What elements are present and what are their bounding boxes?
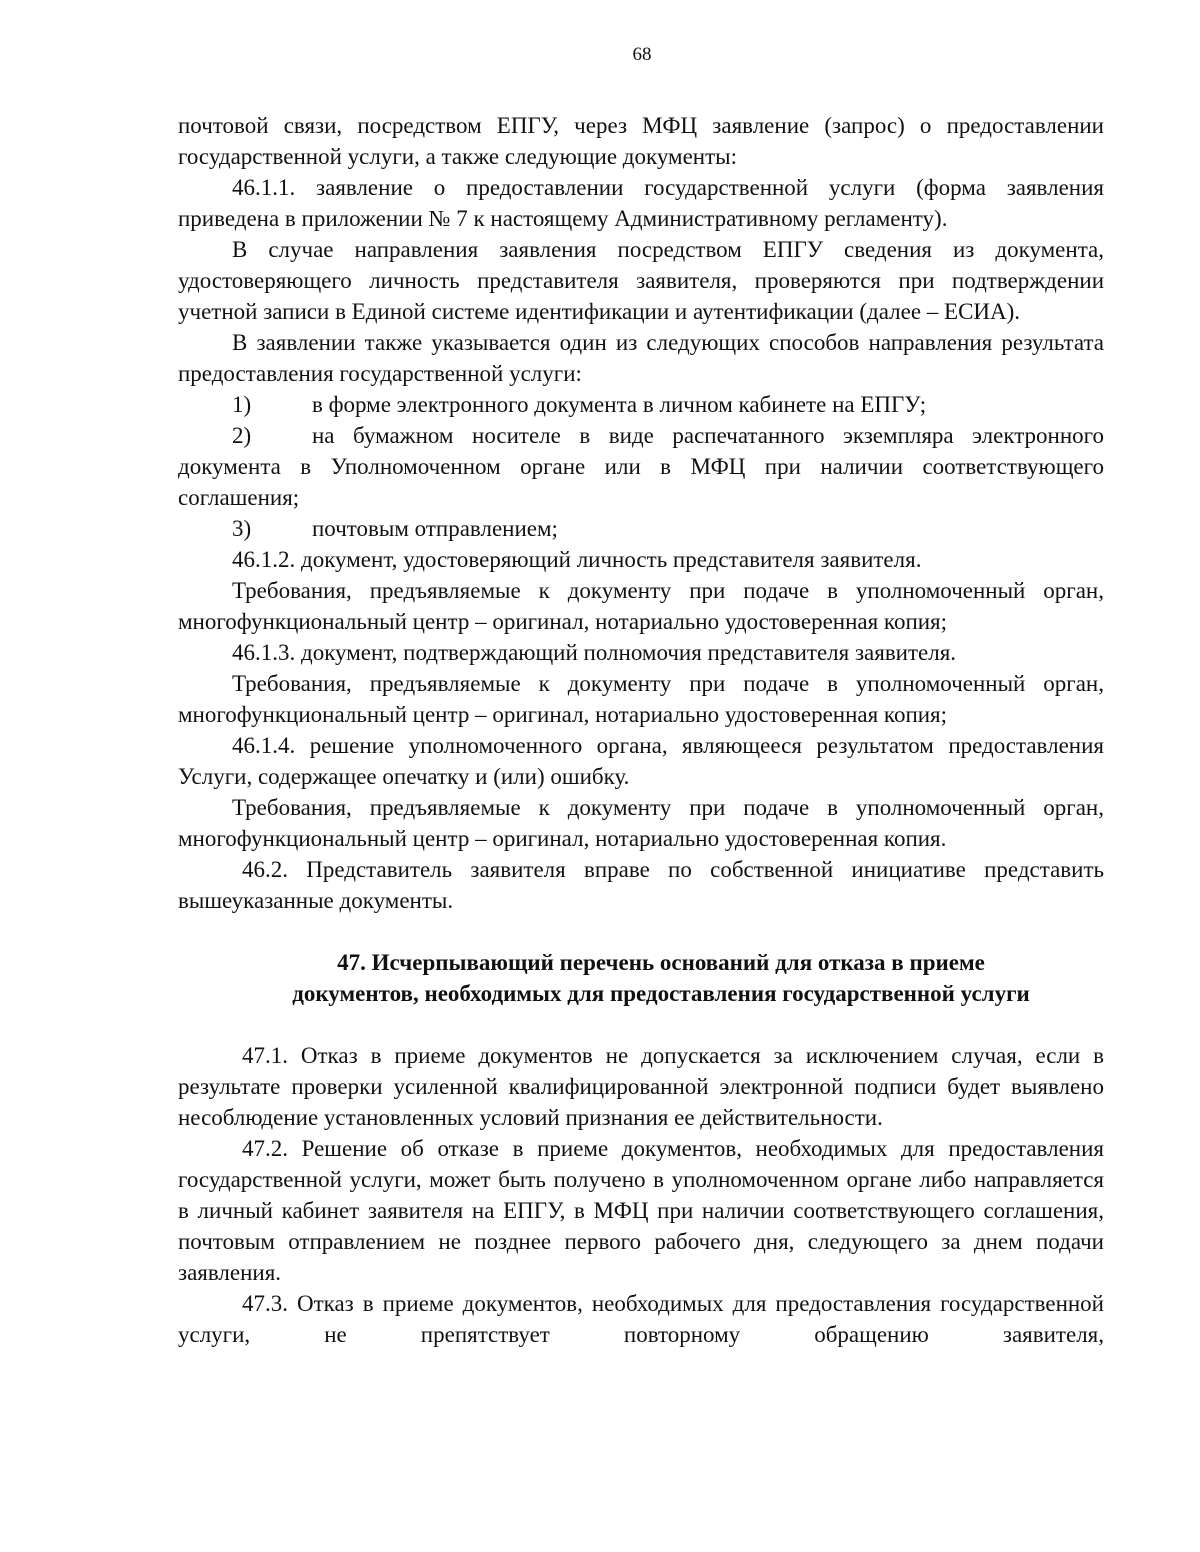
- paragraph-46-1-3: 46.1.3. документ, подтверждающий полномочия представителя заявителя.: [232, 640, 957, 665]
- list-item: [178, 513, 1104, 544]
- section-heading-line-2: документов, необходимых для предоставления государственной услуги: [292, 981, 1030, 1006]
- paragraph-result-methods: В заявлении также указывается один из следующих способов направления результата предоставления государственной услуги:: [178, 330, 1104, 386]
- list-item: [178, 420, 1104, 513]
- list-item-number: 1): [232, 392, 252, 417]
- list-item-text: почтовым отправлением;: [312, 516, 558, 541]
- list-item-text: на бумажном носителе в виде распечатанного экземпляра электронного документа в Уполномоченном органе или в МФЦ при наличии соответствующего соглашения;: [178, 423, 1104, 510]
- paragraph-epgu-identity: В случае направления заявления посредством ЕПГУ сведения из документа, удостоверяющего личность представителя заявителя, проверяются при подтверждении учетной записи в Единой системе идентификации и аутентификации (далее – ЕСИА).: [178, 237, 1104, 324]
- paragraph-requirements: Требования, предъявляемые к документу при подаче в уполномоченный орган, многофункциональный центр – оригинал, нотариально удостоверенная копия.: [178, 795, 1104, 851]
- document-body: [178, 110, 1104, 1350]
- list-item: [178, 389, 1104, 420]
- list-item-number: 2): [232, 423, 252, 448]
- paragraph-46-1-4: 46.1.4. решение уполномоченного органа, являющееся результатом предоставления Услуги, содержащее опечатку и (или) ошибку.: [178, 733, 1104, 789]
- paragraph-requirements: Требования, предъявляемые к документу при подаче в уполномоченный орган, многофункциональный центр – оригинал, нотариально удостоверенная копия;: [178, 671, 1104, 727]
- section-heading: [178, 947, 1104, 1009]
- paragraph-47-2: 47.2. Решение об отказе в приеме документов, необходимых для предоставления государственной услуги, может быть получено в уполномоченном органе либо направляется в личный кабинет заявителя на ЕПГУ, в МФЦ при наличии соответствующего соглашения, почтовым отправлением не позднее первого рабочего дня, следующего за днем подачи заявления.: [178, 1136, 1104, 1285]
- paragraph-46-1-2: 46.1.2. документ, удостоверяющий личность представителя заявителя.: [232, 547, 922, 572]
- paragraph-46-1-1: 46.1.1. заявление о предоставлении государственной услуги (форма заявления приведена в приложении № 7 к настоящему Административному регламенту).: [178, 175, 1104, 231]
- list-item-text: в форме электронного документа в личном кабинете на ЕПГУ;: [312, 392, 927, 417]
- spacer: [178, 916, 1104, 947]
- spacer: [178, 1009, 1104, 1040]
- paragraph-47-3: 47.3. Отказ в приеме документов, необходимых для предоставления государственной услуги, не препятствует повторному обращению заявителя,: [178, 1291, 1104, 1347]
- section-heading-line-1: 47. Исчерпывающий перечень оснований для отказа в приеме: [337, 950, 985, 975]
- paragraph-47-1: 47.1. Отказ в приеме документов не допускается за исключением случая, если в результате проверки усиленной квалифицированной электронной подписи будет выявлено несоблюдение установленных условий признания ее действительности.: [178, 1043, 1104, 1130]
- page-number: 68: [632, 44, 652, 65]
- paragraph-intro: почтовой связи, посредством ЕПГУ, через МФЦ заявление (запрос) о предоставлении государственной услуги, а также следующие документы:: [178, 113, 1104, 169]
- paragraph-46-2: 46.2. Представитель заявителя вправе по собственной инициативе представить вышеуказанные документы.: [178, 857, 1104, 913]
- list-item-number: 3): [232, 516, 252, 541]
- paragraph-requirements: Требования, предъявляемые к документу при подаче в уполномоченный орган, многофункциональный центр – оригинал, нотариально удостоверенная копия;: [178, 578, 1104, 634]
